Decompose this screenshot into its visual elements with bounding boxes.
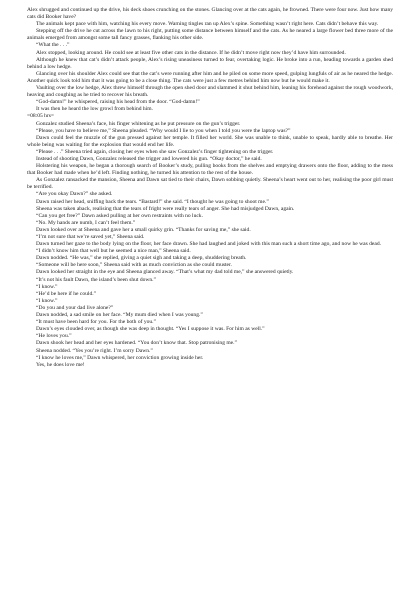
paragraph: “Someone will be here soon,” Sheena said with as much conviction as she could muster. bbox=[36, 262, 232, 269]
paragraph: It was then he heard the low growl from behind him. bbox=[36, 106, 153, 113]
paragraph: Stepping off the drive he cut across the lawn to his right, putting some distance between himself and the cats. As he neared a large flower bed three more of the animals emerged from amongst some tall fancy grasses, flanking his other side. bbox=[27, 28, 393, 42]
paragraph: Alex shrugged and continued up the drive, his deck shoes crunching on the stones. Glancing over at the cats again, he frowned. There were four now. Just how many cats did Booker have? bbox=[27, 7, 393, 21]
paragraph: “Please . . .” Sheena tried again, closing her eyes when she saw Gonzalez’s finger tightening on the trigger. bbox=[36, 148, 274, 155]
paragraph: Dawn could feel the muzzle of the gun pressed against her temple. It filled her world. She was unable to think, unable to speak, hardly able to breathe. Her whole being was waiting for the explosion that would end her life. bbox=[27, 134, 393, 148]
paragraph: Dawn nodded, a sad smile on her face. “My mum died when I was young.” bbox=[36, 312, 203, 319]
paragraph: “God-damn!” he whispered, raising his head from the door. “God-damn!” bbox=[36, 99, 200, 106]
paragraph: “I know he loves me,” Dawn whispered, her conviction growing inside her. bbox=[36, 354, 204, 361]
paragraph: Dawn nodded. “He was,” she replied, giving a quiet sigh and taking a deep, shuddering breath. bbox=[36, 255, 247, 262]
paragraph: “He loves you.” bbox=[36, 333, 72, 340]
paragraph: “I didn’t know him that well but he seemed a nice man,” Sheena said. bbox=[36, 248, 191, 255]
paragraph: “What the . . .” bbox=[36, 42, 70, 49]
paragraph: Although he knew that cat’s didn’t attack people, Alex’s rising uneasiness turned to fear, overtaking logic. He broke into a run, heading towards a garden shed behind a low hedge. bbox=[27, 56, 393, 70]
paragraph: “It’s not his fault Dawn, the island’s been shut down.” bbox=[36, 276, 157, 283]
paragraph: Vaulting over the low hedge, Alex threw himself through the open shed door and slammed it shut behind him, leaning his forehead against the rough woodwork, heaving and coughing as he tried to recover his breath. bbox=[27, 85, 393, 99]
paragraph: “No. My hands are numb, I can’t feel them.” bbox=[36, 219, 136, 226]
paragraph: Dawn raised her head, sniffing back the tears. “Bastard!” she said. “I thought he was going to shoot me.” bbox=[36, 198, 269, 205]
paragraph: Sheena nodded. “Yes you’re right. I’m sorry Dawn.” bbox=[36, 347, 153, 354]
paragraph: Instead of shooting Dawn, Gonzalez released the trigger and lowered his gun. “Okay doctor,” he said. bbox=[36, 155, 262, 162]
paragraph: “Are you okay Dawn?” she asked. bbox=[36, 191, 113, 198]
paragraph: “Can you get free?” Dawn asked pulling at her own restraints with no luck. bbox=[36, 212, 203, 219]
paragraph: Dawn’s eyes clouded over, as though she was deep in thought. “Yes I suppose it was. For him as well.” bbox=[36, 326, 265, 333]
paragraph: Dawn looked over at Sheena and gave her a small quirky grin. “Thanks for saving me,” she said. bbox=[36, 226, 251, 233]
section-break: =08:05 hrs= bbox=[27, 113, 55, 120]
paragraph: Yes, he does love me! bbox=[36, 361, 85, 368]
paragraph: “He’d be here if he could.” bbox=[36, 290, 97, 297]
paragraph: Dawn looked her straight in the eye and Sheena glanced away. “That’s what my dad told me,” she answered quietly. bbox=[36, 269, 294, 276]
paragraph: “I know.” bbox=[36, 283, 58, 290]
paragraph: Alex stopped, looking around. He could see at least five other cats in the distance. If he didn’t move right now they’d have him surrounded. bbox=[36, 49, 346, 56]
paragraph: “Do you and your dad live alone?” bbox=[36, 304, 114, 311]
paragraph: “I’m not sure that we’re saved yet,” Sheena said. bbox=[36, 234, 145, 240]
paragraph: Dawn turned her gaze to the body lying on the floor, her face drawn. She had laughed and joked with this man such a short time ago, and now he was dead. bbox=[36, 241, 381, 248]
paragraph: “I know.” bbox=[36, 297, 58, 304]
paragraph: Holstering his weapon, he began a thorough search of Booker’s study, pulling books from the shelves and emptying drawers onto the floor, adding to the mess that Booker had made when he’d left. Finding nothing, he turned his attention to the rest of the house. bbox=[27, 163, 393, 177]
paragraph: “It must have been hard for you. For the both of you.” bbox=[36, 319, 156, 326]
paragraph: Sheena was taken aback, realising that the tears of fright were really tears of anger. She had misjudged Dawn, again. bbox=[36, 205, 295, 212]
paragraph: Dawn shook her head and her eyes hardened. “You don’t know that. Stop patronising me.” bbox=[36, 340, 237, 347]
paragraph: Gonzalez studied Sheena’s face, his finger whitening as he put pressure on the gun’s trigger. bbox=[36, 120, 241, 127]
paragraph: Glancing over his shoulder Alex could see that the cat’s were running after him and he piled on some more speed, gulping lungfuls of air as he neared the hedge. Another quick look told him that it was going to be a close thing. The cats were just a few metres behind him now but he would make it. bbox=[27, 70, 393, 84]
paragraph: “Please, you have to believe me,” Sheena pleaded. “Why would I lie to you when I told you were the laptop was?” bbox=[36, 127, 291, 134]
paragraph: As Gonzalez ransacked the mansion, Sheena and Dawn sat tied to their chairs, Dawn sobbing quietly. Sheena’s heart went out to her, realising the poor girl must be terrified. bbox=[27, 177, 393, 191]
paragraph: The animals kept pace with him, watching his every move. Warning tingles ran up Alex’s spine. Something wasn’t right here. Cats didn’t behave this way. bbox=[36, 21, 379, 28]
